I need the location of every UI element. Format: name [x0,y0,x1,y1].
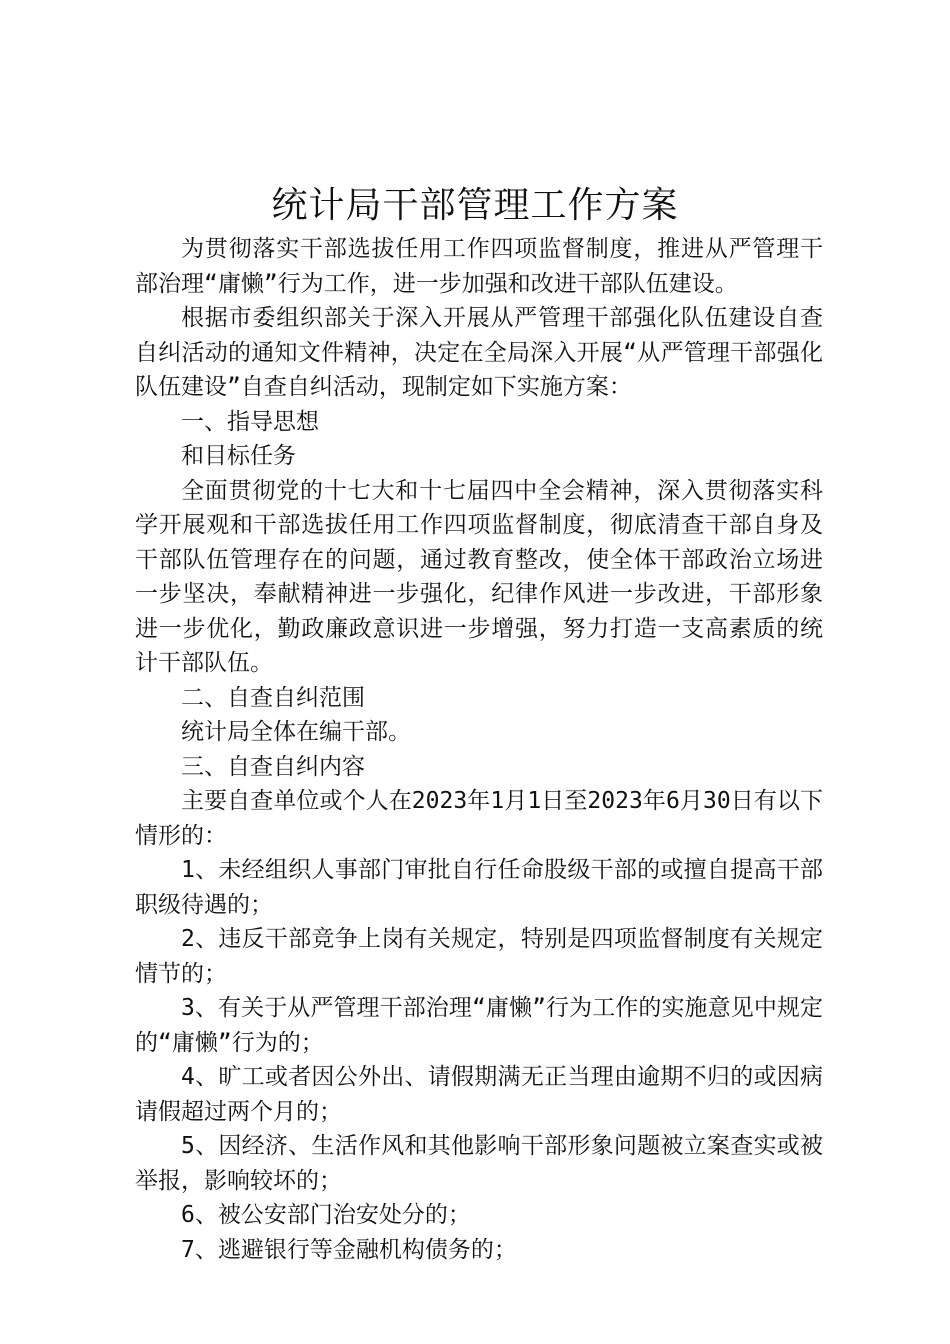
section-heading-3: 三、自查自纠内容 [181,753,365,780]
list-item: 2、违反干部竞争上岗有关规定，特别是四项监督制度有关规定情节的； [135,926,823,987]
paragraph-content-intro: 主要自查单位或个人在2023年1月1日至2023年6月30日有以下情形的： [135,788,823,849]
paragraph-scope: 统计局全体在编干部。 [181,719,411,745]
list-item: 1、未经组织人事部门审批自行任命股级干部的或擅自提高干部职级待遇的； [135,857,823,918]
document-title: 统计局干部管理工作方案 [271,185,679,226]
section-heading-1: 一、指导思想 [181,408,319,435]
list-item: 6、被公安部门治安处分的； [181,1202,471,1228]
paragraph-intro: 为贯彻落实干部选拔任用工作四项监督制度，推进从严管理干部治理“庸懒”行为工作，进一步加强和改进干部队伍建设。 [135,236,823,297]
paragraph-basis: 根据市委组织部关于深入开展从严管理干部强化队伍建设自查自纠活动的通知文件精神，决定在全局深入开展“从严管理干部强化队伍建设”自查自纠活动，现制定如下实施方案： [135,305,823,400]
list-item: 7、逃避银行等金融机构债务的； [181,1236,517,1263]
paragraph-guiding: 全面贯彻党的十七大和十七届四中全会精神，深入贯彻落实科学开展观和干部选拔任用工作四项监督制度，彻底清查干部自身及干部队伍管理存在的问题，通过教育整改，使全体干部政治立场进一步坚决，奉献精神进一步强化，纪律作风进一步改进，干部形象进一步优化，勤政廉政意识进一步增强，努力打造一支高素质的统计干部队伍。 [135,477,823,676]
list-item: 3、有关于从严管理干部治理“庸懒”行为工作的实施意见中规定的“庸懒”行为的； [135,995,823,1056]
document-body [135,232,823,1267]
list-item: 4、旷工或者因公外出、请假期满无正当理由逾期不归的或因病请假超过两个月的； [135,1064,823,1125]
section-heading-1-cont: 和目标任务 [181,443,296,469]
section-heading-2: 二、自查自纠范围 [181,684,365,711]
list-item: 5、因经济、生活作风和其他影响干部形象问题被立案查实或被举报，影响较坏的； [135,1133,823,1194]
